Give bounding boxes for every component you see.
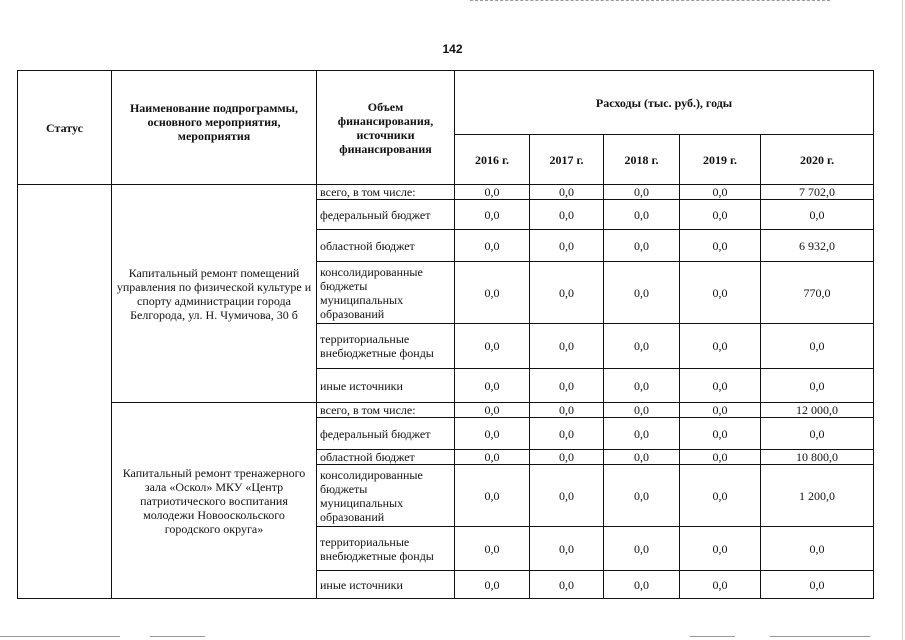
value-cell: 0,0 [761, 200, 874, 230]
program-name: Капитальный ремонт тренажерного зала «Оскол» МКУ «Центр патриотического воспитания молодежи Новооскольского городского округа» [112, 403, 317, 599]
value-cell: 6 932,0 [761, 230, 874, 262]
value-cell: 0,0 [680, 262, 761, 324]
value-cell: 0,0 [761, 571, 874, 599]
header-name: Наименование подпрограммы, основного мероприятия, мероприятия [112, 71, 317, 185]
header-status: Статус [18, 71, 112, 185]
funding-table [17, 70, 874, 599]
value-cell: 0,0 [530, 185, 604, 200]
table-row [18, 185, 874, 200]
value-cell: 0,0 [680, 403, 761, 418]
value-cell: 0,0 [530, 571, 604, 599]
value-cell: 0,0 [680, 418, 761, 450]
value-cell: 0,0 [455, 369, 530, 403]
value-cell: 0,0 [455, 324, 530, 369]
value-cell: 0,0 [761, 418, 874, 450]
value-cell: 7 702,0 [761, 185, 874, 200]
value-cell: 0,0 [604, 527, 680, 571]
value-cell: 0,0 [604, 262, 680, 324]
value-cell: 0,0 [680, 230, 761, 262]
funding-source: областной бюджет [317, 450, 455, 465]
page-number: 142 [442, 42, 463, 56]
value-cell: 0,0 [604, 418, 680, 450]
funding-source: областной бюджет [317, 230, 455, 262]
value-cell: 0,0 [680, 450, 761, 465]
value-cell: 0,0 [680, 369, 761, 403]
value-cell: 0,0 [455, 418, 530, 450]
header-year: 2018 г. [604, 135, 680, 185]
funding-source: консолидированные бюджеты муниципальных образований [317, 262, 455, 324]
value-cell: 0,0 [680, 465, 761, 527]
funding-source: иные источники [317, 369, 455, 403]
funding-source: федеральный бюджет [317, 200, 455, 230]
header-year: 2019 г. [680, 135, 761, 185]
value-cell: 0,0 [680, 185, 761, 200]
value-cell: 0,0 [761, 369, 874, 403]
value-cell: 0,0 [530, 403, 604, 418]
value-cell: 770,0 [761, 262, 874, 324]
value-cell: 0,0 [604, 369, 680, 403]
value-cell: 10 800,0 [761, 450, 874, 465]
header-year: 2020 г. [761, 135, 874, 185]
value-cell: 0,0 [604, 465, 680, 527]
funding-source: федеральный бюджет [317, 418, 455, 450]
value-cell: 0,0 [530, 200, 604, 230]
header-expenses: Расходы (тыс. руб.), годы [455, 71, 874, 135]
value-cell: 0,0 [604, 403, 680, 418]
funding-source: территориальные внебюджетные фонды [317, 324, 455, 369]
funding-source: иные источники [317, 571, 455, 599]
value-cell: 0,0 [530, 418, 604, 450]
table-row [18, 403, 874, 418]
value-cell: 0,0 [761, 324, 874, 369]
value-cell: 0,0 [455, 403, 530, 418]
value-cell: 0,0 [530, 230, 604, 262]
value-cell: 0,0 [455, 185, 530, 200]
header-funding: Объем финансирования, источники финансирования [317, 71, 455, 185]
funding-source: территориальные внебюджетные фонды [317, 527, 455, 571]
value-cell: 0,0 [455, 262, 530, 324]
header-year: 2017 г. [530, 135, 604, 185]
value-cell: 0,0 [455, 527, 530, 571]
value-cell: 0,0 [680, 571, 761, 599]
value-cell: 1 200,0 [761, 465, 874, 527]
value-cell: 0,0 [761, 527, 874, 571]
funding-source: консолидированные бюджеты муниципальных образований [317, 465, 455, 527]
value-cell: 0,0 [530, 527, 604, 571]
value-cell: 12 000,0 [761, 403, 874, 418]
value-cell: 0,0 [530, 465, 604, 527]
scan-artifact-top [470, 0, 830, 3]
value-cell: 0,0 [455, 230, 530, 262]
value-cell: 0,0 [680, 200, 761, 230]
value-cell: 0,0 [455, 450, 530, 465]
scan-artifact-bottom [0, 632, 905, 640]
value-cell: 0,0 [455, 571, 530, 599]
value-cell: 0,0 [680, 527, 761, 571]
value-cell: 0,0 [604, 450, 680, 465]
status-cell [18, 185, 112, 599]
value-cell: 0,0 [604, 200, 680, 230]
value-cell: 0,0 [530, 369, 604, 403]
value-cell: 0,0 [604, 571, 680, 599]
scan-artifact-edge [902, 0, 903, 640]
value-cell: 0,0 [604, 230, 680, 262]
value-cell: 0,0 [604, 185, 680, 200]
value-cell: 0,0 [530, 262, 604, 324]
header-year: 2016 г. [455, 135, 530, 185]
value-cell: 0,0 [455, 465, 530, 527]
value-cell: 0,0 [455, 200, 530, 230]
program-name: Капитальный ремонт помещений управления по физической культуре и спорту администрации города Белгорода, ул. Н. Чумичова, 30 б [112, 185, 317, 403]
value-cell: 0,0 [604, 324, 680, 369]
funding-source: всего, в том числе: [317, 403, 455, 418]
value-cell: 0,0 [680, 324, 761, 369]
funding-source: всего, в том числе: [317, 185, 455, 200]
value-cell: 0,0 [530, 324, 604, 369]
value-cell: 0,0 [530, 450, 604, 465]
